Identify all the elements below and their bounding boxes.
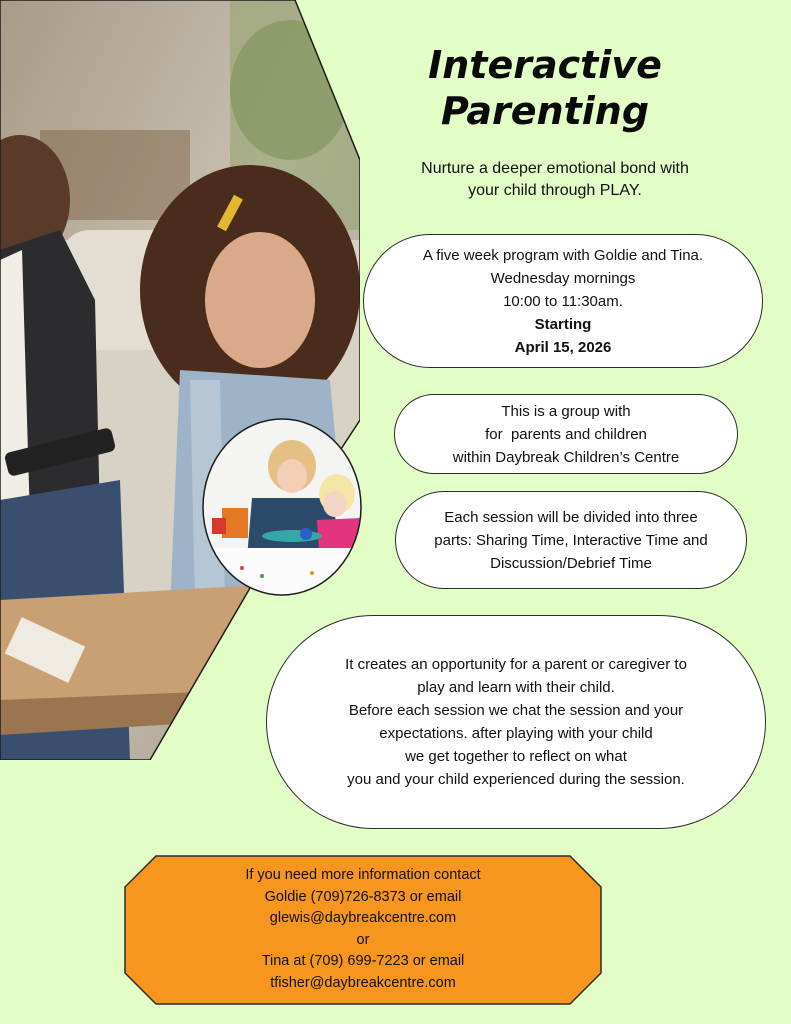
contact-line-5: Tina at (709) 699-7223 or email	[261, 953, 465, 970]
opportunity-line-5: we get together to reflect on what	[405, 748, 627, 765]
contact-line-1: If you need more information contact	[245, 867, 481, 883]
program-start-label: Starting	[534, 315, 592, 333]
program-start-date: April 15, 2026	[514, 338, 612, 356]
contact-email-tina[interactable]: tfisher@daybreakcentre.com	[270, 974, 456, 991]
program-line-2: Wednesday mornings	[490, 269, 636, 287]
sessions-line-1: Each session will be divided into three	[444, 508, 698, 526]
group-line-3: within Daybreak Children’s Centre	[452, 448, 680, 466]
contact-line-4: or	[356, 931, 370, 948]
contact-box	[124, 855, 602, 1005]
subtitle	[380, 158, 730, 202]
group-info-box	[394, 394, 738, 474]
page-title	[380, 42, 710, 134]
title-line-1: Interactive	[428, 43, 662, 87]
program-line-3: 10:00 to 11:30am.	[503, 292, 623, 310]
opportunity-line-6: you and your child experienced during the session.	[347, 771, 685, 788]
contact-line-2: Goldie (709)726-8373 or email	[264, 888, 462, 905]
contact-text	[124, 865, 602, 995]
subtitle-line-1: Nurture a deeper emotional bond with	[421, 160, 689, 177]
opportunity-line-1: It creates an opportunity for a parent or caregiver to	[345, 656, 687, 673]
opportunity-info-box	[266, 615, 766, 829]
opportunity-line-3: Before each session we chat the session and your	[348, 702, 684, 719]
opportunity-line-4: expectations. after playing with your child	[379, 725, 653, 742]
program-line-1: A five week program with Goldie and Tina.	[422, 246, 704, 264]
opportunity-line-2: play and learn with their child.	[417, 679, 615, 696]
sessions-info-box	[395, 491, 747, 589]
contact-email-goldie[interactable]: glewis@daybreakcentre.com	[269, 910, 457, 927]
program-info-box	[363, 234, 763, 368]
subtitle-line-2: your child through PLAY.	[468, 182, 642, 199]
title-line-2: Parenting	[440, 89, 650, 133]
sessions-line-2: parts: Sharing Time, Interactive Time and	[434, 531, 708, 549]
circle-photo	[202, 418, 362, 596]
sessions-line-3: Discussion/Debrief Time	[490, 554, 652, 572]
group-line-1: This is a group with	[501, 402, 631, 420]
group-line-2: for parents and children	[485, 425, 647, 443]
